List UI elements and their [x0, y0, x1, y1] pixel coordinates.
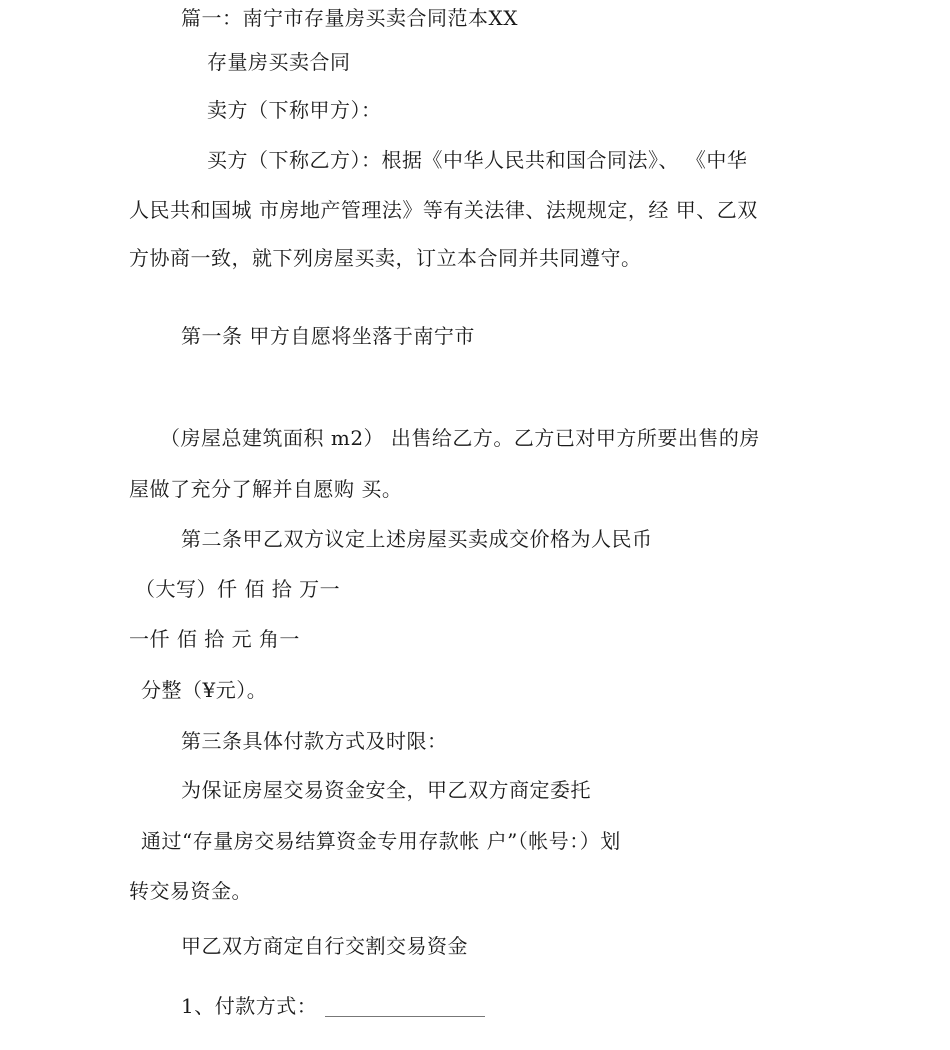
document-title: 篇一：南宁市存量房买卖合同范本XX [181, 6, 518, 30]
article-3-paragraph-4: 甲乙双方商定自行交割交易资金 [181, 934, 468, 958]
article-2-line-3: 分整（¥元）。 [141, 678, 268, 702]
article-3-paragraph-1: 为保证房屋交易资金安全，甲乙双方商定委托 [181, 778, 591, 802]
seller-line: 卖方（下称甲方）： [207, 98, 382, 122]
payment-method-blank[interactable] [325, 1016, 485, 1017]
article-2-line-2: 一仟 佰 拾 元 角一 [129, 627, 300, 651]
article-1-area: （房屋总建筑面积 m2） 出售给乙方。乙方已对甲方所要出售的房 [160, 426, 760, 450]
article-2-daxie: （大写）仟 佰 拾 万一 [135, 577, 341, 601]
article-1: 第一条 甲方自愿将坐落于南宁市 [181, 324, 475, 348]
article-3-paragraph-2: 通过“存量房交易结算资金专用存款帐 户”（帐号：）划 [141, 829, 621, 853]
article-3: 第三条具体付款方式及时限： [181, 729, 448, 753]
buyer-intro: 买方（下称乙方）：根据《中华人民共和国合同法》、 《中华 [207, 148, 748, 172]
contract-name: 存量房买卖合同 [207, 50, 351, 74]
article-2: 第二条甲乙双方议定上述房屋买卖成交价格为人民币 [181, 527, 653, 551]
buyer-intro-line-2: 人民共和国城 市房地产管理法》等有关法律、法规规定，经 甲、乙双 [129, 198, 758, 222]
payment-method-label: 1、付款方式： [181, 994, 318, 1018]
article-1-continued: 屋做了充分了解并自愿购 买。 [129, 477, 403, 501]
buyer-intro-line-3: 方协商一致，就下列房屋买卖，订立本合同并共同遵守。 [129, 246, 642, 270]
article-3-paragraph-3: 转交易资金。 [129, 879, 252, 903]
